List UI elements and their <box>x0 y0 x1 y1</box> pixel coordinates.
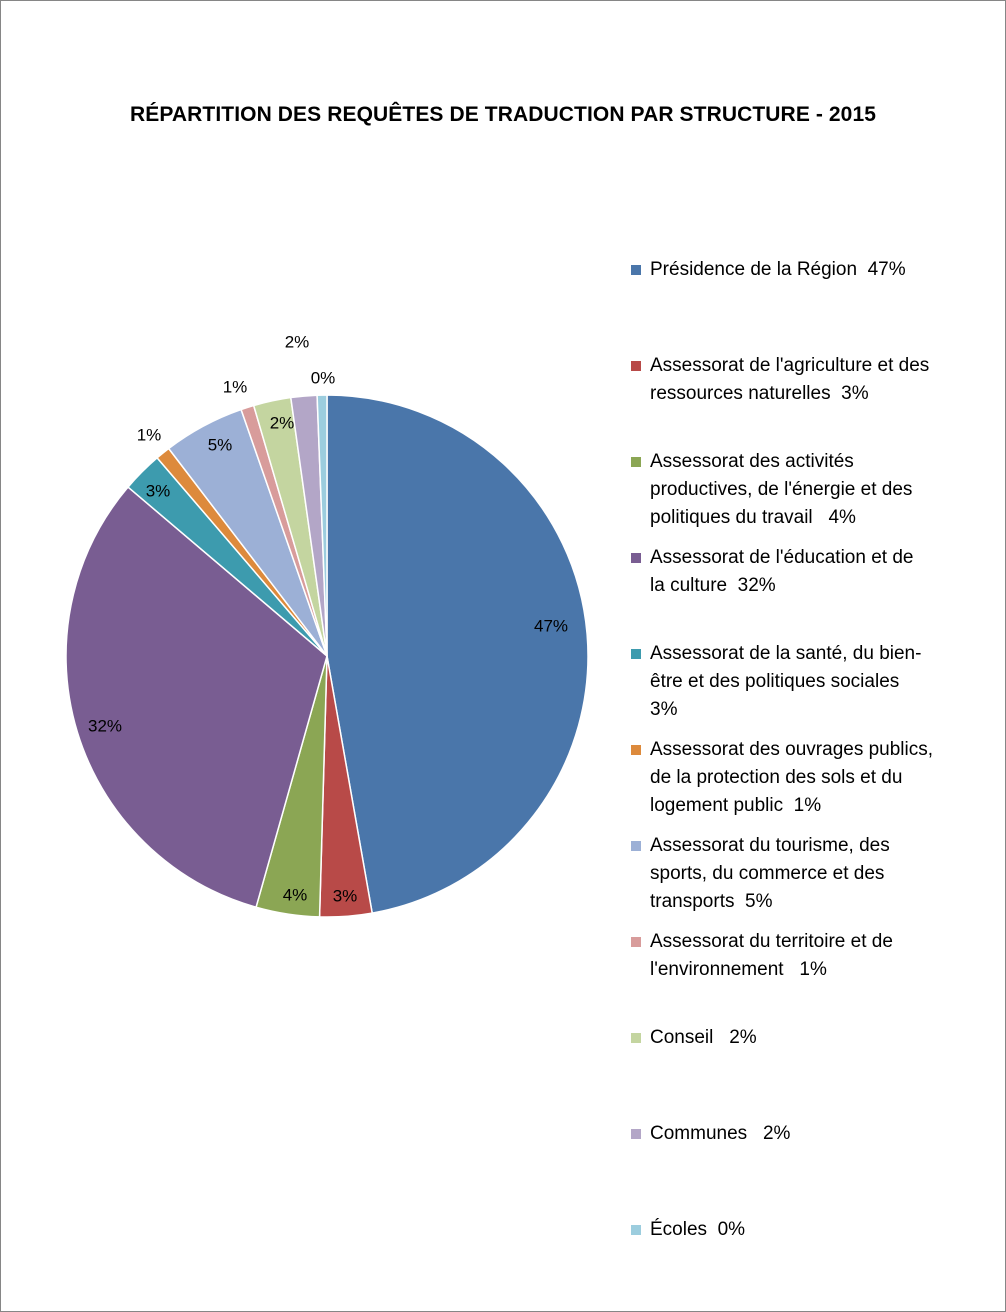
legend-label: Écoles 0% <box>650 1219 746 1240</box>
legend-swatch <box>631 265 641 275</box>
legend-label: Présidence de la Région 47% <box>650 259 906 280</box>
chart-title: RÉPARTITION DES REQUÊTES DE TRADUCTION PAR STRUCTURE - 2015 <box>129 103 877 126</box>
data-label: 2% <box>284 332 310 352</box>
legend-swatch <box>631 1129 641 1139</box>
data-label: 1% <box>222 377 248 397</box>
data-label: 47% <box>533 616 569 636</box>
data-label: 0% <box>310 368 336 388</box>
data-label: 1% <box>136 425 162 445</box>
legend-label: Communes 2% <box>650 1123 791 1144</box>
legend-label: Assessorat de l'éducation et de la culture 32% <box>650 547 914 596</box>
data-label: 3% <box>332 886 358 906</box>
legend-label: Assessorat du territoire et de l'environnement 1% <box>650 931 893 980</box>
data-label: 5% <box>207 435 233 455</box>
legend-label: Assessorat des activités productives, de l'énergie et des politiques du travail 4% <box>650 451 913 528</box>
legend-swatch <box>631 361 641 371</box>
data-label: 3% <box>145 481 171 501</box>
data-label: 32% <box>87 716 123 736</box>
legend-label: Assessorat des ouvrages publics, de la protection des sols et du logement public 1% <box>650 739 934 816</box>
legend-swatch <box>631 1033 641 1043</box>
legend-swatch <box>631 841 641 851</box>
legend-swatch <box>631 1225 641 1235</box>
legend-label: Assessorat de la santé, du bien- être et des politiques sociales 3% <box>650 643 922 720</box>
legend-swatch <box>631 745 641 755</box>
legend-swatch <box>631 553 641 563</box>
legend-label: Conseil 2% <box>650 1027 757 1048</box>
legend-label: Assessorat du tourisme, des sports, du commerce et des transports 5% <box>650 835 890 912</box>
legend-swatch <box>631 649 641 659</box>
legend-label: Assessorat de l'agriculture et des ressources naturelles 3% <box>650 355 930 404</box>
pie-slice <box>327 395 588 913</box>
legend-swatch <box>631 457 641 467</box>
data-label: 2% <box>269 413 295 433</box>
data-label: 4% <box>282 885 308 905</box>
legend-swatch <box>631 937 641 947</box>
